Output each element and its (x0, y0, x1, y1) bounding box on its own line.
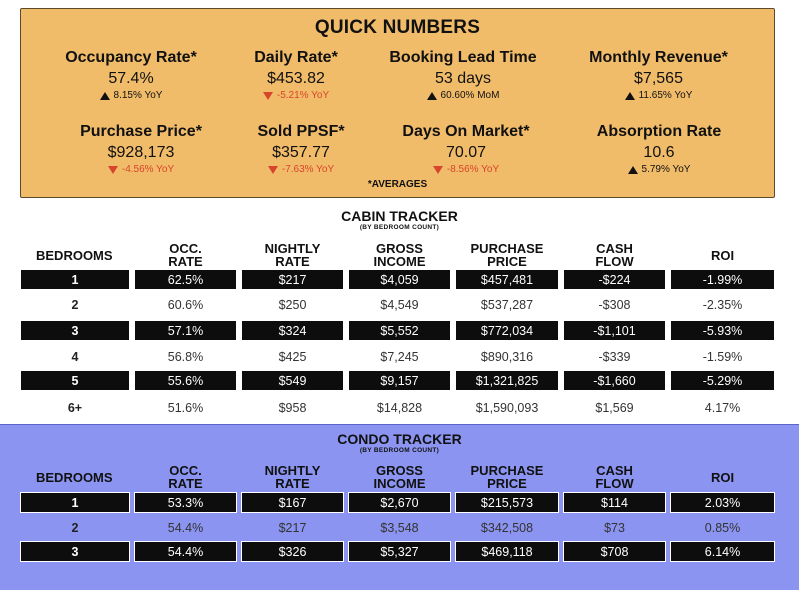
column-header (563, 242, 666, 268)
metric-label: Days On Market* (402, 123, 530, 140)
column-header-line: BEDROOMS (36, 248, 113, 263)
table-cell: $537,287 (480, 297, 534, 312)
table-cell: -1.59% (702, 349, 743, 364)
table-cell: $5,552 (348, 320, 451, 341)
table-cell: 2 (71, 520, 79, 535)
column-header-line: GROSS (376, 463, 423, 478)
table-cell: 53.3% (134, 492, 237, 513)
table-cell: $4,059 (348, 269, 451, 290)
column-header-line: CASH (596, 241, 633, 256)
metric-change: 5.79% YoY (579, 164, 739, 175)
metric-value: $7,565 (634, 70, 683, 87)
column-header (241, 242, 344, 268)
table-cell: $5,327 (348, 541, 451, 562)
column-header (670, 471, 775, 484)
table-cell: 4 (71, 349, 79, 364)
column-header-line: INCOME (373, 476, 426, 491)
table-cell: $2,670 (348, 492, 451, 513)
table-cell: $1,590,093 (475, 400, 539, 415)
column-header-line: OCC. (169, 241, 202, 256)
table-cell: 1 (20, 492, 130, 513)
column-header-line: PRICE (487, 476, 527, 491)
table-cell: -1.99% (670, 269, 775, 290)
metric-change: -4.56% YoY (56, 164, 226, 175)
table-row (20, 269, 775, 290)
averages-footnote: *AVERAGES (367, 179, 428, 190)
table-cell: 54.4% (167, 520, 204, 535)
table-cell: $217 (278, 520, 307, 535)
trend-down-icon (433, 166, 443, 174)
table-cell: -$339 (598, 349, 631, 364)
metric-monthly-revenue (566, 49, 751, 101)
table-cell: 5 (20, 370, 130, 391)
column-header (348, 464, 451, 490)
table-cell: $7,245 (380, 349, 419, 364)
metric-change: -7.63% YoY (231, 164, 371, 175)
column-header (36, 249, 146, 262)
metric-label: Purchase Price* (80, 123, 202, 140)
metric-booking-lead-time (373, 49, 553, 101)
table-cell: 3 (20, 320, 130, 341)
metric-value: $357.77 (272, 144, 330, 161)
table-cell: $73 (604, 520, 625, 535)
table-cell: $342,508 (480, 520, 534, 535)
column-header-line: PURCHASE (470, 463, 544, 478)
column-header-line: PRICE (487, 254, 527, 269)
condo-tracker-subtitle: (BY BEDROOM COUNT) (359, 447, 440, 454)
table-cell: $167 (241, 492, 344, 513)
table-cell: $772,034 (455, 320, 559, 341)
table-cell: $3,548 (380, 520, 419, 535)
column-header-line: RATE (168, 476, 203, 491)
column-header-line: FLOW (595, 254, 634, 269)
table-cell: $4,549 (380, 297, 419, 312)
metric-value: $928,173 (107, 144, 175, 161)
table-row (20, 492, 775, 513)
table-cell: 2.03% (670, 492, 775, 513)
table-cell: $215,573 (455, 492, 559, 513)
table-cell: $114 (563, 492, 666, 513)
table-cell: $549 (241, 370, 344, 391)
table-cell: -$1,101 (563, 320, 666, 341)
condo-tracker-title: CONDO TRACKER (337, 431, 462, 447)
cabin-tracker-title: CABIN TRACKER (341, 208, 458, 224)
table-cell: $1,569 (595, 400, 634, 415)
table-cell: 62.5% (134, 269, 237, 290)
table-cell: 55.6% (134, 370, 237, 391)
table-row (20, 397, 775, 418)
metric-purchase-price (56, 123, 226, 175)
quick-numbers-panel (20, 8, 775, 198)
metric-value: $453.82 (267, 70, 325, 87)
table-cell: $425 (278, 349, 307, 364)
table-cell: 54.4% (134, 541, 237, 562)
column-header (455, 464, 559, 490)
column-header-line: NIGHTLY (264, 463, 321, 478)
table-cell: $324 (241, 320, 344, 341)
trend-up-icon (625, 92, 635, 100)
column-header (348, 242, 451, 268)
table-row (20, 517, 775, 538)
metric-daily-rate (221, 49, 371, 101)
trend-down-icon (268, 166, 278, 174)
metric-change: -8.56% YoY (381, 164, 551, 175)
table-cell: -5.29% (670, 370, 775, 391)
table-cell: 1 (20, 269, 130, 290)
column-header-line: ROI (710, 470, 735, 485)
table-cell: 57.1% (134, 320, 237, 341)
table-cell: 3 (20, 541, 130, 562)
column-header-line: NIGHTLY (264, 241, 321, 256)
table-cell: -$1,660 (563, 370, 666, 391)
cabin-tracker-subtitle: (BY BEDROOM COUNT) (359, 224, 440, 231)
table-cell: $326 (241, 541, 344, 562)
column-header (134, 242, 237, 268)
metric-change: 11.65% YoY (566, 90, 751, 101)
column-header-line: OCC. (169, 463, 202, 478)
column-header-line: RATE (168, 254, 203, 269)
column-header-line: ROI (710, 248, 735, 263)
column-header-line: GROSS (376, 241, 423, 256)
metric-label: Absorption Rate (596, 123, 722, 140)
column-header-line: RATE (275, 476, 310, 491)
metric-label: Occupancy Rate* (65, 49, 197, 66)
column-header-line: PURCHASE (470, 241, 544, 256)
table-cell: 6.14% (670, 541, 775, 562)
metric-change: 8.15% YoY (51, 90, 211, 101)
table-cell: $708 (563, 541, 666, 562)
table-row (20, 346, 775, 367)
table-cell: $469,118 (455, 541, 559, 562)
table-row (20, 541, 775, 562)
table-cell: 0.85% (704, 520, 741, 535)
table-cell: $1,321,825 (455, 370, 559, 391)
column-header-line: CASH (596, 463, 633, 478)
metric-value: 57.4% (108, 70, 154, 87)
trend-up-icon (100, 92, 110, 100)
table-row (20, 294, 775, 315)
metric-occupancy-rate (51, 49, 211, 101)
column-header (241, 464, 344, 490)
metric-sold-ppsf (231, 123, 371, 175)
table-cell: 2 (71, 297, 79, 312)
column-header (563, 464, 666, 490)
trend-down-icon (108, 166, 118, 174)
trend-up-icon (427, 92, 437, 100)
table-cell: 6+ (67, 400, 83, 415)
metric-absorption-rate (579, 123, 739, 175)
metric-change: -5.21% YoY (221, 90, 371, 101)
table-cell: 60.6% (167, 297, 204, 312)
metric-change: 60.60% MoM (373, 90, 553, 101)
column-header-line: FLOW (595, 476, 634, 491)
metric-label: Booking Lead Time (389, 49, 537, 66)
column-header (36, 471, 146, 484)
column-header (455, 242, 559, 268)
quick-numbers-title: QUICK NUMBERS (314, 17, 481, 38)
metric-label: Monthly Revenue* (589, 49, 728, 66)
column-header-line: INCOME (373, 254, 426, 269)
trend-up-icon (628, 166, 638, 174)
trend-down-icon (263, 92, 273, 100)
table-cell: $9,157 (348, 370, 451, 391)
table-cell: 56.8% (167, 349, 204, 364)
metric-label: Daily Rate* (254, 49, 338, 66)
table-cell: -2.35% (702, 297, 743, 312)
metric-value: 10.6 (643, 144, 675, 161)
table-cell: 51.6% (167, 400, 204, 415)
metric-value: 53 days (434, 70, 492, 87)
table-cell: -$308 (598, 297, 631, 312)
column-header-line: BEDROOMS (36, 470, 113, 485)
column-header-line: RATE (275, 254, 310, 269)
table-cell: $890,316 (480, 349, 534, 364)
table-cell: -$224 (563, 269, 666, 290)
table-row (20, 320, 775, 341)
table-cell: $958 (278, 400, 307, 415)
metric-days-on-market (381, 123, 551, 175)
metric-value: 70.07 (445, 144, 487, 161)
table-cell: $457,481 (455, 269, 559, 290)
metric-label: Sold PPSF* (257, 123, 345, 140)
table-row (20, 370, 775, 391)
table-cell: $250 (278, 297, 307, 312)
column-header (670, 249, 775, 262)
table-cell: $217 (241, 269, 344, 290)
table-cell: 4.17% (704, 400, 741, 415)
table-cell: -5.93% (670, 320, 775, 341)
column-header (134, 464, 237, 490)
table-cell: $14,828 (376, 400, 423, 415)
